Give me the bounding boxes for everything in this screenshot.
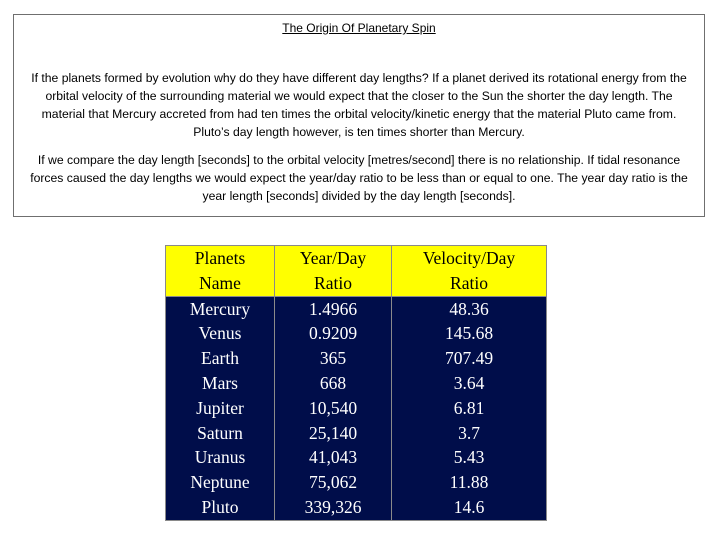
table-row bbox=[166, 296, 547, 520]
intro-text-box bbox=[13, 14, 705, 217]
table-header-row bbox=[166, 246, 547, 297]
planet-name-cell: Mercury Venus Earth Mars Jupiter Saturn Uranus Neptune Pluto bbox=[166, 296, 275, 520]
page-title: The Origin Of Planetary Spin bbox=[282, 21, 436, 35]
header-planets-name: Planets Name bbox=[166, 246, 275, 297]
velocity-day-ratio-cell: 48.36 145.68 707.49 3.64 6.81 3.7 5.43 11.88 14.6 bbox=[392, 296, 547, 520]
intro-paragraph-1: If the planets formed by evolution why do they have different day lengths? If a planet derived its rotational energy from the orbital velocity of the surrounding material we would expect that the closer to the Sun the shorter the day length. The material that Mercury accreted from had ten times the orbital velocity/kinetic energy that the material Pluto came from. Pluto’s day length however, is ten times shorter than Mercury. bbox=[31, 71, 687, 139]
header-year-day-ratio: Year/Day Ratio bbox=[275, 246, 392, 297]
header-velocity-day-ratio: Velocity/Day Ratio bbox=[392, 246, 547, 297]
planet-ratio-table bbox=[165, 245, 547, 521]
year-day-ratio-cell: 1.4966 0.9209 365 668 10,540 25,140 41,043 75,062 339,326 bbox=[275, 296, 392, 520]
intro-paragraph-2: If we compare the day length [seconds] to the orbital velocity [metres/second] there is no relationship. If tidal resonance forces caused the day lengths we would expect the year/day ratio to be less than or equal to one. The year day ratio is the year length [seconds] divided by the day length [seconds]. bbox=[30, 153, 688, 203]
